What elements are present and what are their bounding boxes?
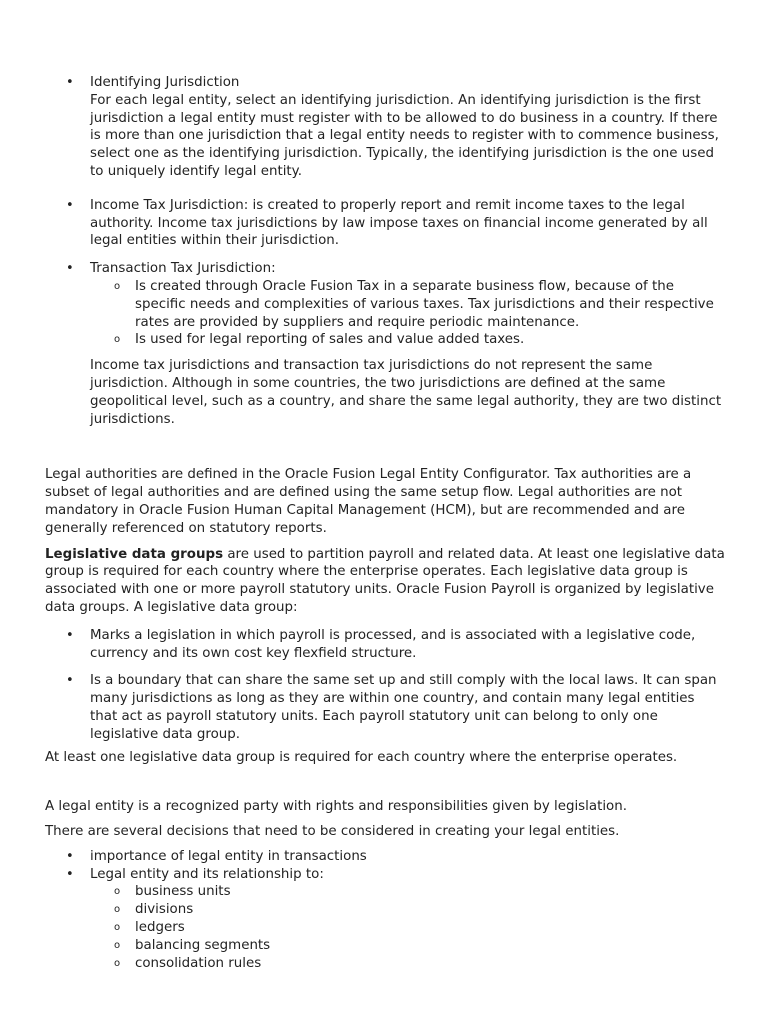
sub-item [90,278,725,331]
legal-authorities-paragraph: Legal authorities are defined in the Oracle Fusion Legal Entity Configurator. Tax authorities are a subset of legal authorities and are defined using the same setup flow. Legal authorities are not mandatory in Oracle Fusion Human Capital Management (HCM), but are recommended and are generally referenced on statutory reports. [45,467,692,536]
list-item [45,848,725,866]
bullet-icon: • [66,627,74,643]
bullet-icon: • [66,848,74,864]
list-item-transaction-tax-jurisdiction [45,260,725,428]
item-body: importance of legal entity in transactions [90,848,367,864]
bullet-icon: • [66,261,74,277]
sub-item-text: business units [135,884,231,900]
item-body: Marks a legislation in which payroll is processed, and is associated with a legislative code, currency and its own cost key flexfield structure. [90,627,696,661]
sub-item-text: balancing segments [135,937,271,953]
sub-item [90,883,725,901]
sub-item [90,937,725,955]
sub-item-text: ledgers [135,920,185,936]
legal-entity-definition: A legal entity is a recognized party with rights and responsibilities given by legislation. [45,799,627,815]
item-title: Transaction Tax Jurisdiction: [90,261,276,277]
sub-item [90,901,725,919]
item-title: Identifying Jurisdiction [90,75,240,90]
bullet-icon: • [66,866,74,882]
sub-item [90,955,725,973]
bullet-icon: • [66,197,74,213]
transaction-tax-sublist [90,278,725,349]
ldg-list [45,627,725,744]
list-item-identifying-jurisdiction [45,74,725,181]
item-body: Is a boundary that can share the same set up and still comply with the local laws. It can span many jurisdictions as long as they are within one country, and contain many legal entities that act as payroll statutory units. Each payroll statutory unit can belong to only one legislative data group. [90,673,717,742]
list-item [45,672,725,743]
list-item [45,866,725,973]
ldg-closing-paragraph: At least one legislative data group is required for each country where the enterprise operates. [45,749,678,765]
jurisdiction-list [45,74,725,428]
bullet-icon: • [66,75,74,90]
item-body: For each legal entity, select an identifying jurisdiction. An identifying jurisdiction is the first jurisdiction a legal entity must register with to be allowed to do business in a country. If there is more than one jurisdiction that a legal entity needs to register with to commence business, select one as the identifying jurisdiction. Typically, the identifying jurisdiction is the one used to uniquely identify legal entity. [90,92,719,179]
circle-bullet-icon: o [114,922,121,934]
transaction-tax-note: Income tax jurisdictions and transaction tax jurisdictions do not represent the same jurisdiction. Although in some countries, the two jurisdictions are defined at the same geopolitical level, such as a country, and share the same legal authority, they are two distinct jurisdictions. [90,358,722,427]
sub-item-text: Is used for legal reporting of sales and value added taxes. [135,332,525,348]
sub-item-text: Is created through Oracle Fusion Tax in a separate business flow, because of the specific needs and complexities of various taxes. Tax jurisdictions and their respective rates are provided by suppliers and require periodic maintenance. [135,278,714,330]
circle-bullet-icon: o [114,904,121,916]
relationship-sublist [90,883,725,972]
legal-entity-decisions: There are several decisions that need to be considered in creating your legal entities. [45,824,620,840]
item-body: Legal entity and its relationship to: [90,866,324,882]
document-page [45,74,725,972]
circle-bullet-icon: o [114,280,121,292]
legal-entity-list [45,848,725,973]
ldg-bold-term: Legislative data groups [45,546,224,562]
sub-item-text: consolidation rules [135,955,262,971]
ldg-intro-paragraph [45,546,725,617]
list-item-income-tax-jurisdiction [45,197,725,250]
list-item [45,627,725,663]
sub-item-text: divisions [135,902,194,918]
sub-item [90,919,725,937]
bullet-icon: • [66,673,74,689]
circle-bullet-icon: o [114,939,121,951]
sub-item [90,331,725,349]
circle-bullet-icon: o [114,957,121,969]
circle-bullet-icon: o [114,334,121,346]
item-body: Income Tax Jurisdiction: is created to properly report and remit income taxes to the legal authority. Income tax jurisdictions by law impose taxes on financial income generated by all legal entities within their jurisdiction. [90,197,708,249]
ldg-intro-text: are used to partition payroll and related data. At least one legislative data group is required for each country where the enterprise operates. Each legislative data group is associated with one or more payroll statutory units. Oracle Fusion Payroll is organized by legislative data groups. A legislative data group: [45,546,725,615]
circle-bullet-icon: o [114,886,121,898]
